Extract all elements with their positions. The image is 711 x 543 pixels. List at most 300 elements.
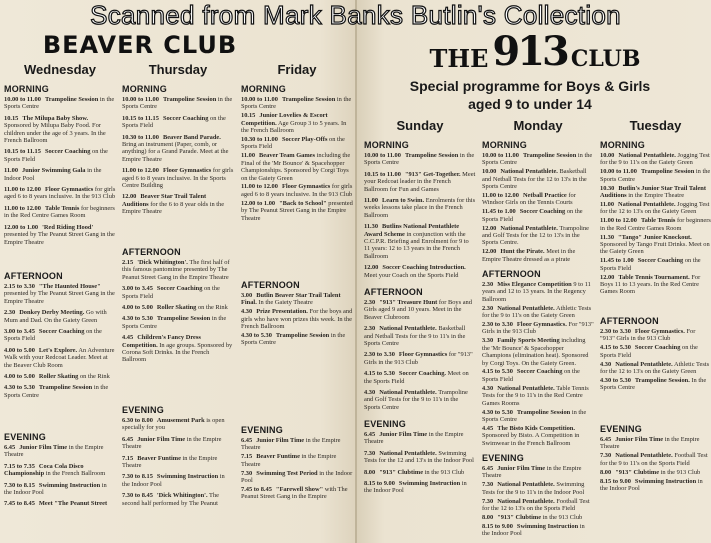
event-desc: in the Indoor Pool <box>241 469 353 485</box>
title-the: THE <box>429 44 489 73</box>
event-title: Amusement Park <box>156 417 205 424</box>
event-title: Roller Skating <box>156 304 197 312</box>
event-time: 7.45 to 8.45 <box>4 500 35 508</box>
event-time: 6.45 <box>4 444 16 451</box>
event-desc: presented by The Peanut Street Gang in the Empire Theatre <box>4 231 115 246</box>
event-desc: in the Indoor Pool <box>4 481 107 497</box>
event-title: "913" Clubtime <box>497 513 542 521</box>
event-item <box>600 436 711 451</box>
event-title: Netball Practice <box>522 192 567 200</box>
event-title: Swimming Test Period <box>256 469 318 477</box>
event-title: Swimming Instruction <box>398 480 461 488</box>
event-time: 2.30 <box>482 281 494 288</box>
event-time: 4.30 <box>482 384 494 392</box>
event-item <box>364 431 476 446</box>
event-title: Children's Fancy Dress Competition. <box>122 334 201 349</box>
event-item <box>4 463 116 478</box>
event-time: 4.30 to 5.30 <box>482 408 513 416</box>
event-item <box>241 332 353 347</box>
event-time: 11.00 <box>364 197 379 205</box>
event-item <box>482 208 594 223</box>
event-item <box>122 334 234 364</box>
event-time: 2.15 <box>122 259 134 266</box>
section-afternoon <box>364 287 476 415</box>
event-title: Soccer Coaching <box>162 114 209 122</box>
event-desc: on the Sports Field <box>600 344 698 359</box>
event-title: Junior Film Time <box>379 431 428 438</box>
event-time: 8.00 <box>600 468 612 476</box>
event-title: Swimming Instruction <box>38 481 101 489</box>
event-title: National Pentathlete. <box>615 360 673 368</box>
event-time: 11.00 <box>600 200 615 208</box>
event-item <box>600 217 711 232</box>
event-desc: Athletic Tests for the 9 to 11's on the Gaiety Green <box>482 304 592 320</box>
section-heading: AFTERNOON <box>122 247 181 257</box>
event-item <box>241 112 353 134</box>
event-title: Prize Presentation. <box>256 308 308 316</box>
event-desc: in the 913 Club <box>424 468 465 476</box>
section-heading: MORNING <box>364 140 409 150</box>
event-time: 7.30 <box>600 452 612 460</box>
event-desc: Football Test for the 9 to 11's on the Sports Field <box>600 452 708 467</box>
event-title: Soccer Play-Offs <box>281 136 328 144</box>
event-desc: in the Empire Theatre <box>241 453 337 468</box>
event-time: 3.00 <box>241 292 253 299</box>
event-item <box>482 337 594 367</box>
event-time: 4.30 to 5.30 <box>241 332 272 340</box>
event-desc: Meet your Redcoat leader in the French Ballroom for Fun and Games <box>364 170 476 193</box>
beaver-club-title: BEAVER CLUB <box>42 31 238 59</box>
event-desc: in the 913 Club <box>660 468 701 476</box>
event-title: National Pentathlete. <box>497 497 555 505</box>
event-time: 2.30 to 3.30 <box>482 321 513 329</box>
event-title: Trampoline Session <box>38 384 93 392</box>
event-time: 3.00 to 3.45 <box>4 328 35 336</box>
event-item <box>122 285 234 300</box>
event-time: 4.45 <box>122 334 134 342</box>
event-desc: Basketball and Netball Tests for the 9 to 11's in the Sports Centre <box>364 325 466 348</box>
section-heading: MORNING <box>600 140 645 150</box>
event-title: "913" Get-Together. <box>404 170 461 178</box>
section-heading: EVENING <box>4 432 46 442</box>
event-desc: in conjunction with the C.C.P.R. Briefing and Enrolment for 9 to 11 years: 12 to 13 years in the French Ballroom <box>364 230 469 260</box>
event-item <box>364 325 476 347</box>
event-desc: on the Sports Field <box>482 208 583 223</box>
event-desc: in the French Ballroom <box>45 470 106 478</box>
event-title: Table Tennis Tournament. <box>618 273 690 281</box>
event-desc: In the Gaiety Theatre <box>258 299 313 307</box>
event-desc: in the Empire Theatre <box>241 437 341 452</box>
event-item <box>364 351 476 366</box>
event-title: National Pentathlete. <box>500 168 558 176</box>
section-heading: MORNING <box>4 84 49 94</box>
event-desc: in the Sports Centre <box>241 332 346 347</box>
event-item <box>482 248 594 263</box>
event-time: 4.30 to 5.30 <box>600 376 631 384</box>
event-time: 6.45 <box>241 437 253 444</box>
event-title: Family Sports Meeting <box>497 337 560 345</box>
event-desc: presented by The Peanut Street Gang in the Empire Theatre <box>241 199 353 222</box>
section-evening <box>122 405 234 511</box>
event-desc: Bring an instrument (Paper, comb, or anything) for a Grand Parade. Meet at the Empire Theatre <box>122 141 229 163</box>
event-title: Table Tennis <box>640 217 676 225</box>
event-title: "913" Clubtime <box>379 468 424 476</box>
event-desc: in the Empire Theatre <box>364 431 464 446</box>
event-desc: Jogging Test for the 9 to 11's on the Gaiety Green <box>600 152 710 167</box>
event-desc: for beginners in the Red Centre Games Room <box>4 204 115 220</box>
event-time: 2.30 <box>364 325 376 333</box>
event-item <box>600 328 711 343</box>
event-title: "913" Treasure Hunt <box>379 299 438 306</box>
event-title: Soccer Coaching <box>44 148 91 156</box>
event-title: Beaver Funtime <box>256 453 300 461</box>
event-title: National Pentathlete. <box>497 384 555 392</box>
event-title: Junior Film Time <box>137 435 186 443</box>
event-item <box>600 274 711 296</box>
event-item <box>600 478 711 493</box>
event-desc: with The Peanut Street Gang in the Empire <box>241 485 348 501</box>
event-title: Miss Elegance Competition <box>497 281 572 288</box>
event-time: 10.30 <box>600 184 615 192</box>
event-title: "913" Clubtime <box>615 468 660 476</box>
event-item <box>4 205 116 220</box>
event-time: 7.45 to 8.45 <box>241 485 272 493</box>
event-desc: on the Rink <box>79 373 110 381</box>
event-title: Butlin's Junior Star Trail Talent Auditions <box>600 184 706 200</box>
event-time: 7.30 to 8.45 <box>122 492 153 500</box>
event-desc: Trampoline and Golf Tests for the 9 to 11's in the Sports Centre <box>364 389 468 411</box>
event-desc: Meet on the Sports Field <box>364 370 469 385</box>
event-title: Learn to Swim. <box>382 197 425 205</box>
page-fold <box>355 0 357 543</box>
event-title: Table Tennis <box>44 204 80 212</box>
event-title: Soccer Coaching <box>516 368 563 376</box>
event-desc: for Windsor Girls on the Tennis Courts <box>482 192 576 207</box>
event-time: 10.30 to 11.00 <box>241 136 278 144</box>
event-item <box>364 370 476 385</box>
event-time: 2.30 <box>482 304 494 312</box>
event-title: National Pentathlete. <box>618 200 676 208</box>
event-desc: In age groups. Sponsored by Corona Soft Drinks. In the French Ballroom <box>122 341 233 364</box>
event-title: National Pentathlete. <box>497 304 555 312</box>
event-desc: in the Indoor Pool <box>122 473 225 488</box>
event-title: Trampoline Session. <box>634 376 690 384</box>
event-item <box>600 452 711 467</box>
event-title: "Farewell Show" <box>275 485 324 493</box>
section-morning <box>600 140 711 297</box>
event-title: Soccer Coaching <box>637 257 684 265</box>
event-item <box>364 480 476 495</box>
event-item <box>600 344 711 359</box>
event-title: Junior Film Time <box>497 465 546 472</box>
event-time: 7.15 <box>241 453 253 461</box>
event-title: Floor Gymnastics <box>162 167 212 175</box>
event-time: 3.00 to 3.45 <box>122 285 153 293</box>
event-time: 2.30 to 3.30 <box>600 328 631 335</box>
event-desc: in the Sports Centre <box>482 152 593 167</box>
event-item <box>122 315 234 330</box>
event-desc: in the 913 Club <box>542 513 583 521</box>
event-time: 2.30 <box>4 309 16 317</box>
event-item <box>4 500 116 507</box>
event-item <box>4 347 116 369</box>
event-title: Swimming Instruction <box>634 477 697 485</box>
event-desc: Sponsored by Milupa Baby Food. For children under the age of 3 years. In the French Ballroom <box>4 122 106 145</box>
event-item <box>600 168 711 183</box>
section-afternoon <box>122 247 234 368</box>
event-desc: Enrolments for this weeks lessons take place in the French Ballroom <box>364 197 476 219</box>
event-desc: Swimming Tests for the 12 and 13's in the Indoor Pool <box>364 449 474 465</box>
event-item <box>241 470 353 485</box>
watermark: Scanned from Mark Banks Butlin's Collection <box>90 0 621 30</box>
event-time: 4.15 to 5.30 <box>482 368 513 376</box>
event-item <box>600 185 711 200</box>
title-club: CLUB <box>570 46 641 72</box>
event-item <box>4 482 116 497</box>
event-item <box>482 514 594 521</box>
event-item <box>4 444 116 459</box>
event-title: The Milupa Baby Show. <box>22 114 89 122</box>
event-time: 7.15 <box>122 454 134 462</box>
event-item <box>241 486 353 501</box>
event-desc: for beginners in the Red Centre Games Room <box>600 217 711 232</box>
event-item <box>122 96 234 111</box>
event-desc: For "913" Girls in the 913 Club <box>482 321 594 336</box>
section-morning <box>482 140 594 265</box>
event-time: 11.00 <box>4 167 19 175</box>
event-title: Swimming Instruction <box>516 522 579 530</box>
event-time: 11.00 to 12.00 <box>600 217 637 225</box>
event-desc: including the 'Mr Bounce' & Spacehopper Champions (elimination heat). Sponsored by Corgi Toys. On the Gaiety Green. <box>482 337 589 367</box>
section-morning <box>241 84 353 224</box>
event-item <box>241 152 353 182</box>
event-desc: on the Sports Field <box>122 285 220 300</box>
section-evening <box>241 425 353 502</box>
event-title: Junior Film Time <box>256 437 305 444</box>
event-time: 10.15 <box>4 114 19 122</box>
event-title: Meet "The Peanut Street <box>38 500 108 508</box>
section-morning <box>122 84 234 220</box>
event-item <box>482 409 594 424</box>
event-desc: The first half of this famous pantomime presented by The Peanut Street Gang in the Empire Theatre <box>122 259 230 281</box>
event-item <box>600 257 711 272</box>
event-item <box>482 225 594 247</box>
event-item <box>122 193 234 215</box>
event-desc: for girls aged 6 to 8 years inclusive. In the 913 Club <box>241 183 353 198</box>
event-title: Soccer Coaching. <box>398 370 446 378</box>
day-name: Thursday <box>148 62 208 77</box>
event-item <box>241 96 353 111</box>
event-time: 10.00 to 11.00 <box>364 152 401 159</box>
event-title: 'Red Riding Hood' <box>42 223 94 231</box>
event-title: Hunt the Pirate. <box>500 248 545 256</box>
section-heading: EVENING <box>482 453 524 463</box>
event-title: Junior Swimming Gala <box>22 167 86 175</box>
event-time: 8.15 to 9.00 <box>482 522 513 530</box>
event-item <box>482 305 594 320</box>
event-title: Beaver Band Parade. <box>162 133 221 141</box>
event-desc: Meet in the Empire Theatre dressed as a pirate <box>482 248 576 263</box>
event-item <box>364 171 476 193</box>
event-desc: in the Indoor Pool <box>600 477 703 492</box>
event-item <box>482 192 594 207</box>
event-desc: on the Sports Field <box>4 148 108 163</box>
event-item <box>4 384 116 399</box>
event-item <box>4 186 116 201</box>
event-time: 10.15 to 11.15 <box>122 114 159 122</box>
event-desc: on the Sports Field <box>4 328 102 343</box>
event-title: National Pentathlete. <box>618 152 676 159</box>
event-time: 8.00 <box>482 513 494 521</box>
event-item <box>241 453 353 468</box>
event-item <box>122 304 234 311</box>
event-desc: in the Empire Theatre <box>122 435 222 451</box>
event-time: 7.30 to 8.15 <box>4 481 35 489</box>
section-heading: MORNING <box>122 84 167 94</box>
event-desc: in the Empire Theatre <box>482 465 582 480</box>
event-title: Roller Skating <box>38 373 79 381</box>
event-item <box>241 437 353 452</box>
event-desc: Age Group 3 to 5 years. In the French Ballroom <box>241 119 347 135</box>
event-desc: in the Indoor Pool <box>482 522 585 538</box>
event-desc: for the 6 to 8 year olds in the Empire Theatre <box>122 200 225 216</box>
event-desc: Sponsored by Bisto. A Competition in Swimwear in the French Ballroom <box>482 432 580 447</box>
event-desc: Swimming Tests for the 9 to 11's in the Indoor Pool <box>482 481 585 496</box>
event-desc: Jogging Test for the 12 to 13's on the Gaiety Green <box>600 200 710 216</box>
event-item <box>364 264 476 279</box>
event-item <box>122 259 234 281</box>
event-time: 2.15 to 3.30 <box>4 283 35 290</box>
section-heading: MORNING <box>482 140 527 150</box>
event-title: Junior Lovelies & Escort Competition. <box>241 112 328 127</box>
section-afternoon <box>4 271 116 403</box>
event-desc: is open specially for you <box>122 417 225 432</box>
section-heading: AFTERNOON <box>241 280 300 290</box>
event-item <box>600 234 711 256</box>
event-title: Trampoline Session <box>281 96 336 103</box>
event-item <box>600 361 711 376</box>
event-title: Floor Gymnastics <box>281 183 331 191</box>
event-desc: In the Sports Centre <box>600 376 707 392</box>
event-time: 6.45 <box>364 431 376 438</box>
event-desc: For "913" Girls in the 913 Club <box>600 328 696 343</box>
section-heading: AFTERNOON <box>4 271 63 281</box>
event-item <box>482 281 594 303</box>
event-time: 12.00 to 1.00 <box>4 223 39 231</box>
event-item <box>482 481 594 496</box>
event-desc: in the Sports Centre <box>4 384 109 399</box>
event-desc: presented by The Peanut Street Gang in the Empire Theatre <box>4 290 115 305</box>
event-item <box>364 152 476 167</box>
event-desc: in the Sports Centre <box>241 96 352 111</box>
event-time: 12.00 <box>600 273 615 281</box>
event-item <box>4 373 116 380</box>
event-item <box>364 389 476 411</box>
event-item <box>482 152 594 167</box>
event-time: 4.00 to 5.00 <box>122 304 153 312</box>
event-desc: in the Indoor Pool <box>364 480 467 495</box>
event-title: Soccer Coaching <box>634 344 681 352</box>
event-time: 7.15 to 7.35 <box>4 462 35 470</box>
event-time: 4.30 to 5.30 <box>122 315 153 323</box>
event-title: Trampoline Session <box>44 96 99 103</box>
event-title: "The Haunted House" <box>38 283 101 290</box>
event-title: Floor Gymnastics. <box>516 321 567 329</box>
913-club-title <box>420 30 650 74</box>
event-item <box>482 465 594 480</box>
event-time: 11.00 to 12.00 <box>4 186 41 194</box>
event-desc: 9 to 11 years and 12 to 13 years. In the Regency Ballroom <box>482 281 591 303</box>
event-time: 8.15 to 9.00 <box>600 477 631 485</box>
event-desc: Meet your Coach on the Sports Field <box>364 271 459 279</box>
event-time: 4.45 <box>482 424 494 432</box>
event-desc: in the Sports Centre <box>364 152 475 167</box>
event-item <box>241 292 353 307</box>
event-desc: Athletic Tests for the 12 to 13's on the Gaiety Green <box>600 360 710 376</box>
event-time: 3.30 <box>482 337 494 345</box>
event-time: 4.15 to 5.30 <box>600 344 631 352</box>
event-time: 12.00 <box>482 248 497 256</box>
event-desc: Basketball and Netball Tests for the 12 to 13's in the Sports Centre <box>482 168 587 191</box>
event-desc: in the Empire Theatre <box>628 192 685 200</box>
event-title: Soccer Coaching <box>519 208 566 216</box>
event-item <box>364 197 476 219</box>
event-title: The Bisto Kids Competition. <box>497 424 575 432</box>
event-title: Soccer Coaching <box>38 328 85 336</box>
event-item <box>122 473 234 488</box>
event-desc: Sponsored by Tango Fruit Drinks. Meet on the Gaiety Green <box>600 240 710 256</box>
event-title: National Pentathlete. <box>497 481 555 489</box>
event-title: Trampoline Session <box>156 315 211 323</box>
event-time: 2.30 <box>364 299 376 306</box>
day-name: Wednesday <box>23 62 96 77</box>
event-item <box>364 469 476 476</box>
section-afternoon <box>482 269 594 449</box>
event-time: 4.30 to 5.30 <box>4 384 35 392</box>
section-heading: AFTERNOON <box>600 316 659 326</box>
event-desc: including the Final of the 'Mr Bounce' & Spacehopper Championships. Sponsored by Corgi Toys on the Gaiety Green <box>241 152 351 182</box>
section-afternoon <box>600 316 711 393</box>
event-item <box>364 450 476 465</box>
event-title: Butlin Beaver Star Trail Talent Final. <box>241 292 341 307</box>
event-item <box>482 321 594 336</box>
event-title: Beaver Funtime <box>137 454 181 462</box>
event-item <box>122 167 234 189</box>
event-item <box>482 385 594 407</box>
subtitle-line-2: aged 9 to under 14 <box>468 96 592 112</box>
event-title: Let's Explore. <box>38 346 78 354</box>
section-heading: EVENING <box>122 405 164 415</box>
event-title: National Pentathlete. <box>379 389 437 397</box>
section-heading: AFTERNOON <box>364 287 423 297</box>
section-afternoon <box>241 280 353 348</box>
event-item <box>122 417 234 432</box>
event-title: 'Dick Whitington'. <box>156 492 208 500</box>
event-desc: Football Test for the 12 to 13's on the Sports Field <box>482 497 590 513</box>
event-item <box>482 425 594 447</box>
event-title: Coca Cola Disco Championship <box>4 462 84 478</box>
event-time: 10.00 to 11.00 <box>4 96 41 103</box>
event-item <box>600 469 711 476</box>
event-time: 10.15 <box>241 112 256 120</box>
section-morning <box>364 140 476 283</box>
event-time: 11.00 to 12.00 <box>122 167 159 175</box>
section-heading: EVENING <box>364 419 406 429</box>
event-title: Junior Film Time <box>615 436 664 443</box>
event-time: 6.45 <box>122 435 134 443</box>
event-item <box>482 498 594 513</box>
event-title: National Pentathlete. <box>615 452 673 460</box>
